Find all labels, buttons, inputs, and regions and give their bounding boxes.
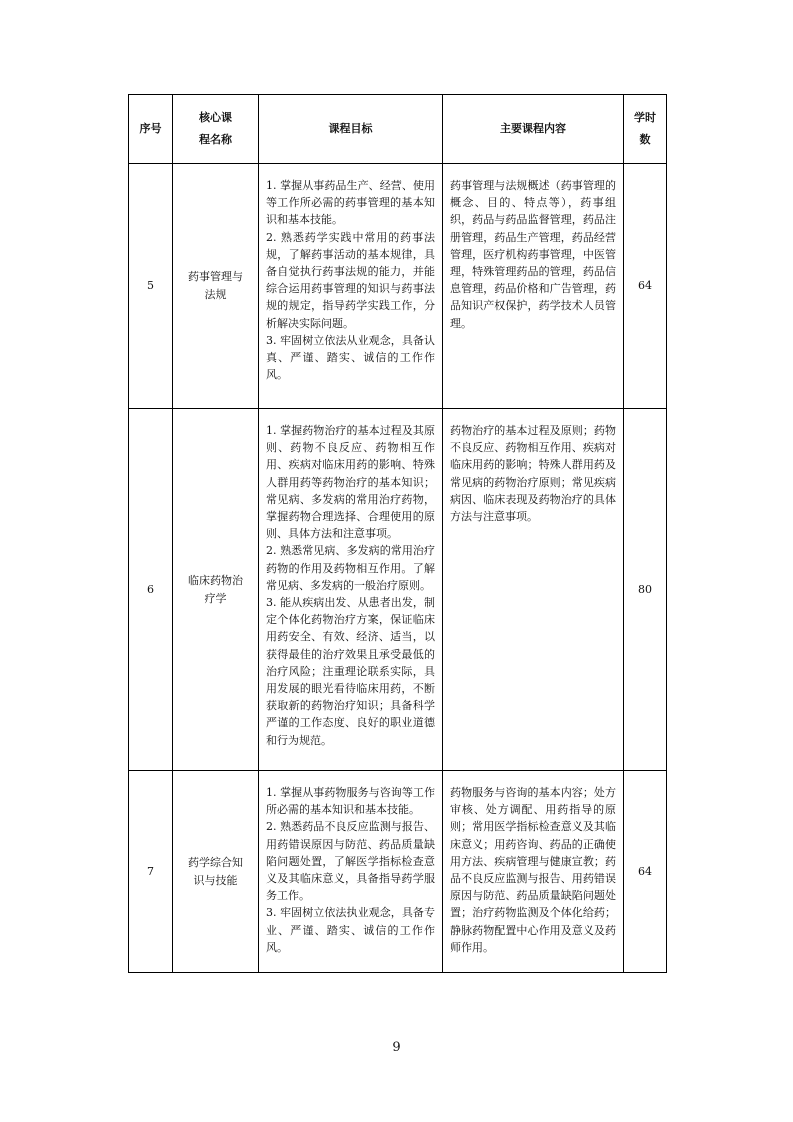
objective-item: 3. 牢固树立依法从业观念，具备认真、严谨、踏实、诚信的工作作风。 — [266, 333, 435, 382]
page-number: 9 — [392, 1040, 401, 1055]
course-objectives — [259, 164, 443, 409]
course-hours: 64 — [624, 771, 667, 973]
objective-item: 3. 牢固树立依法执业观念，具备专业、严谨、踏实、诚信的工作作风。 — [266, 906, 435, 954]
course-table — [128, 94, 667, 973]
objective-item: 1. 掌握药物治疗的基本过程及其原则、药物不良反应、药物相互作用、疾病对临床用药的影响、特殊人群用药等药物治疗的基本知识；常见病、多发病的常用治疗药物，掌握药物合理选择、合理使用的原则、具体方法和注意事项。 — [266, 424, 435, 541]
course-name-line: 药学综合知 — [188, 855, 243, 869]
course-name — [173, 409, 259, 771]
course-hours: 64 — [624, 164, 667, 409]
header-hours — [624, 95, 667, 164]
table-row — [129, 409, 667, 771]
header-hours-line: 学时 — [634, 111, 656, 124]
course-name — [173, 771, 259, 973]
header-course-name-line: 程名称 — [199, 133, 232, 146]
objective-item: 2. 熟悉药品不良反应监测与报告、用药错误原因与防范、药品质量缺陷问题处置，了解医学指标检查意义及其临床意义，具备指导药学服务工作。 — [266, 820, 435, 903]
row-index: 6 — [129, 409, 173, 771]
course-content: 药物服务与咨询的基本内容；处方审核、处方调配、用药指导的原则；常用医学指标检查意义及其临床意义；用药咨询、药品的正确使用方法、疾病管理与健康宣教；药品不良反应监测与报告、用药错误原因与防范、药品质量缺陷问题处置；治疗药物监测及个体化给药；静脉药物配置中心作用及意义及药师作用。 — [443, 771, 624, 973]
course-content: 药物治疗的基本过程及原则；药物不良反应、药物相互作用、疾病对临床用药的影响；特殊人群用药及常见病的药物治疗原则；常见疾病病因、临床表现及药物治疗的具体方法与注意事项。 — [443, 409, 624, 771]
course-name-line: 药事管理与 — [188, 270, 243, 283]
row-index: 5 — [129, 164, 173, 409]
header-hours-line: 数 — [639, 133, 651, 146]
objective-item: 2. 熟悉药学实践中常用的药事法规，了解药事活动的基本规律，具备自觉执行药事法规的能力，并能综合运用药事管理的知识与药事法规的规定，指导药学实践工作，分析解决实际问题。 — [266, 230, 435, 330]
header-objectives: 课程目标 — [259, 95, 443, 164]
header-content: 主要课程内容 — [443, 95, 624, 164]
row-index: 7 — [129, 771, 173, 973]
table-header-row — [129, 95, 667, 164]
course-name — [173, 164, 259, 409]
course-hours: 80 — [624, 409, 667, 771]
course-content: 药事管理与法规概述（药事管理的概念、目的、特点等），药事组织，药品与药品监督管理，药品注册管理，药品生产管理，药品经营管理，医疗机构药事管理，中医管理，特殊管理药品的管理，药品信息管理，药品价格和广告管理，药品知识产权保护，药学技术人员管理。 — [443, 164, 624, 409]
course-name-line: 法规 — [204, 288, 227, 301]
table-row — [129, 164, 667, 409]
objective-item: 2. 熟悉常见病、多发病的常用治疗药物的作用及药物相互作用。了解常见病、多发病的一般治疗原则。 — [266, 544, 435, 592]
header-course-name — [173, 95, 259, 164]
course-objectives — [259, 771, 443, 973]
course-name-line: 临床药物治 — [188, 573, 243, 587]
course-name-line: 识与技能 — [193, 873, 238, 887]
table-row — [129, 771, 667, 973]
objective-item: 3. 能从疾病出发、从患者出发，制定个体化药物治疗方案，保证临床用药安全、有效、经济、适当，以获得最佳的治疗效果且承受最低的治疗风险；注重理论联系实际，具用发展的眼光看待临床用药，不断获取新的药物治疗知识；具备科学严谨的工作态度、良好的职业道德和行为规范。 — [266, 596, 435, 747]
header-course-name-line: 核心课 — [199, 111, 232, 124]
course-objectives — [259, 409, 443, 771]
header-index: 序号 — [129, 95, 173, 164]
objective-item: 1. 掌握从事药物服务与咨询等工作所必需的基本知识和基本技能。 — [266, 786, 435, 817]
objective-item: 1. 掌握从事药品生产、经营、使用等工作所必需的药事管理的基本知识和基本技能。 — [266, 179, 435, 227]
course-name-line: 疗学 — [204, 591, 227, 605]
